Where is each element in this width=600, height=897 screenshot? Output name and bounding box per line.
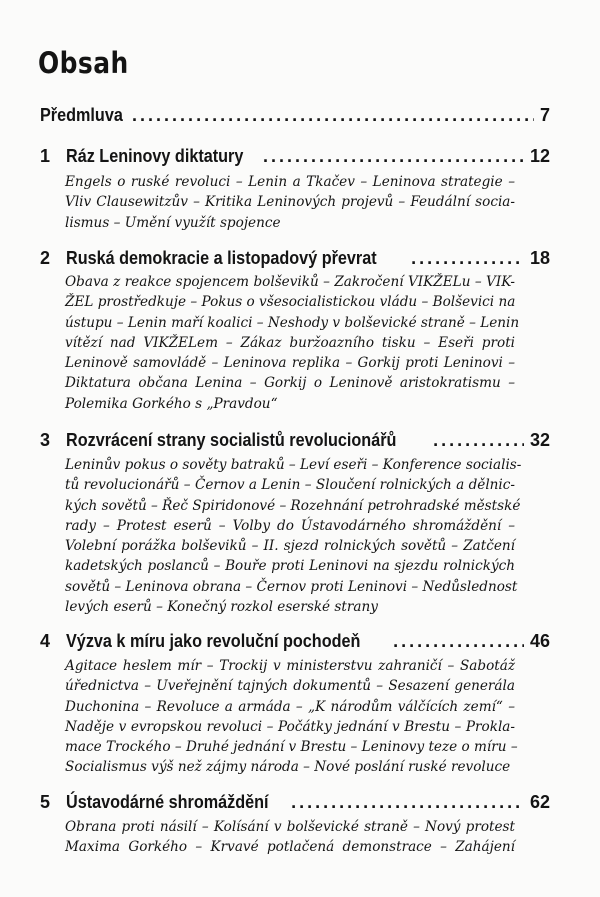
summary-line: Leninově samovládě – Leninova replika – Gorkij proti Leninovi –: [65, 355, 515, 372]
toc-entry-chapter-3[interactable]: [40, 430, 550, 454]
dot-leader: [132, 105, 534, 126]
dot-leader: [411, 248, 524, 269]
chapter-title: Rozvrácení strany socialistů revolucionářů: [66, 430, 397, 450]
chapter-summary: [65, 272, 520, 414]
summary-line: ústupu – Lenin maří koalici – Neshody v bolševické straně – Lenin: [65, 314, 520, 331]
dot-leader: [433, 430, 524, 451]
summary-line: úřednictva – Uveřejnění tajných dokumentů – Sesazení generála: [65, 678, 515, 695]
toc-entry-chapter-4[interactable]: [40, 631, 550, 655]
toc-entry-chapter-2[interactable]: [40, 248, 550, 272]
summary-line: Polemika Gorkého s „Pravdou“: [65, 395, 278, 412]
page-number: 32: [529, 430, 550, 450]
page-number: 46: [529, 631, 550, 651]
preface-title: Předmluva: [40, 105, 123, 125]
chapter-title: Ráz Leninovy diktatury: [66, 146, 244, 166]
summary-line: Maxima Gorkého – Krvavé potlačená demonstrace – Zahájení: [65, 839, 515, 856]
summary-line: Vliv Clausewitzův – Kritika Leninových projevů – Feudální socia-: [65, 194, 515, 211]
page-number: 12: [529, 146, 550, 166]
summary-line: Leninův pokus o sověty batraků – Leví eseři – Konference socialis-: [65, 457, 522, 473]
page-number: 18: [529, 248, 550, 268]
chapter-number: 5: [40, 792, 51, 812]
chapter-title: Ústavodárné shromáždění: [66, 792, 269, 812]
summary-line: Socialismus výš než zájmy národa – Nové poslání ruské revoluce: [65, 759, 511, 776]
toc-entry-preface[interactable]: [40, 105, 550, 129]
summary-line: rady – Protest eserů – Volby do Ústavodárného shromáždění –: [65, 517, 515, 534]
chapter-summary: [65, 172, 515, 233]
dot-leader: [263, 146, 524, 167]
toc-entry-chapter-1[interactable]: [40, 146, 550, 170]
summary-line: Agitace heslem mír – Trockij v ministerstvu zahraničí – Sabotáž: [65, 658, 515, 674]
chapter-number: 3: [40, 430, 51, 450]
dot-leader: [291, 792, 524, 813]
chapter-title: Ruská demokracie a listopadový převrat: [66, 248, 377, 268]
dot-leader: [393, 631, 524, 652]
summary-line: kých sovětů – Řeč Spiridonové – Rozehnání petrohradské městské: [65, 497, 521, 514]
page-number: 7: [539, 105, 550, 125]
chapter-summary: [65, 455, 522, 617]
summary-line: kadetských poslanců – Bouře proti Leninovi na sjezdu rolnických: [65, 558, 515, 575]
summary-line: lismus – Umění využít spojence: [65, 214, 281, 231]
chapter-number: 1: [40, 146, 51, 166]
summary-line: sovětů – Leninova obrana – Černov proti Leninovi – Nedůslednost: [65, 578, 518, 595]
summary-line: Diktatura občana Lenina – Gorkij o Leninově aristokratismu –: [65, 375, 515, 392]
chapter-number: 2: [40, 248, 51, 268]
chapter-summary: [65, 656, 518, 778]
summary-line: Volební porážka bolševiků – II. sjezd rolnických sovětů – Zatčení: [65, 538, 515, 555]
chapter-summary: [65, 817, 515, 858]
summary-line: mace Trockého – Druhé jednání v Brestu – Leninovy teze o míru –: [65, 739, 518, 756]
chapter-title: Výzva k míru jako revoluční pochodeň: [66, 631, 361, 651]
summary-line: Naděje v evropskou revoluci – Počátky jednání v Brestu – Prokla-: [65, 718, 515, 735]
summary-line: Engels o ruské revoluci – Lenin a Tkačev – Leninova strategie –: [65, 174, 515, 190]
summary-line: Obrana proti násilí – Kolísání v bolševické straně – Nový protest: [65, 819, 515, 835]
page-number: 62: [529, 792, 550, 812]
summary-line: tů revolucionářů – Černov a Lenin – Sloučení rolnických a dělnic-: [65, 477, 515, 494]
toc-entry-chapter-5[interactable]: [40, 792, 550, 816]
chapter-number: 4: [40, 631, 51, 651]
page-title: Obsah: [38, 46, 129, 80]
summary-line: ŽEL prostředkuje – Pokus o všesocialistickou vládu – Bolševici na: [65, 294, 516, 311]
summary-line: Duchonina – Revoluce a armáda – „K národům válčících zemí“ –: [65, 698, 515, 715]
summary-line: levých eserů – Konečný rozkol eserské strany: [65, 599, 378, 616]
summary-line: Obava z reakce spojencem bolševiků – Zakročení VIKŽELu – VIK-: [65, 274, 515, 290]
summary-line: vítězí nad VIKŽELem – Zákaz buržoazního tisku – Eseři proti: [65, 334, 515, 351]
